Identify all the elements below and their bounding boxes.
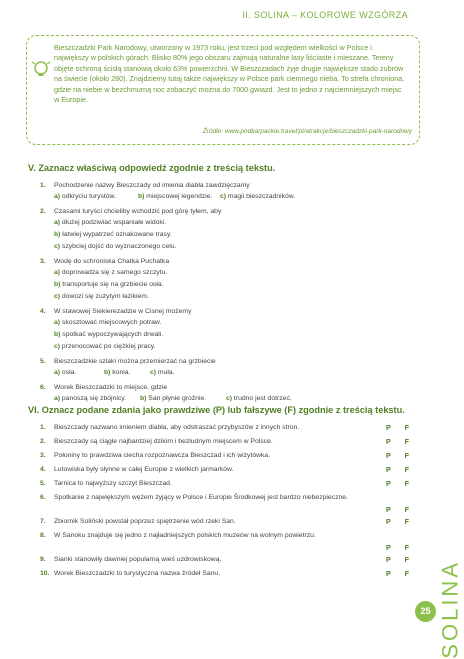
lightbulb-icon	[30, 58, 52, 80]
true-false-choice[interactable]: P F	[386, 569, 416, 578]
true-false-statement: 7. Zbiornik Soliński powstał poprzez spiętrzenie wód rzeki San.	[40, 518, 236, 525]
answer-option[interactable]: a) osła.	[54, 369, 77, 376]
answer-option[interactable]: c) dowozi się zużytym łazikiem.	[54, 293, 149, 300]
section-5-title: V. Zaznacz właściwą odpowiedź zgodnie z treścią tekstu.	[28, 163, 276, 173]
answer-option[interactable]: b) spotkać wypoczywających drwali.	[54, 331, 164, 338]
answer-option[interactable]: c) magii bieszczadników.	[220, 193, 296, 200]
source-link[interactable]: Źródło: www.podkarpackie.travel/pl/atrakcje/bieszczadzki-park-narodowy	[202, 128, 412, 135]
true-false-choice[interactable]: P F	[386, 505, 416, 514]
true-false-statement: 5. Tarnica to najwyższy szczyt Bieszczad.	[40, 480, 172, 487]
chapter-header: II. SOLINA – KOLOROWE WZGÓRZA	[242, 10, 408, 20]
question: 5. Bieszczadzkie szlaki można przemierzać na grzbiecie	[40, 358, 216, 365]
question: 1. Pochodzenie nazwy Bieszczady od imienia diabła zawdzięczamy	[40, 182, 250, 189]
section-6-title: VI. Oznacz podane zdania jako prawdziwe (P) lub fałszywe (F) zgodnie z treścią tekstu.	[28, 405, 405, 415]
true-false-choice[interactable]: P F	[386, 517, 416, 526]
true-false-statement: 10. Worek Bieszczadzki to turystyczna nazwa źródeł Sanu.	[40, 570, 221, 577]
answer-option[interactable]: b) San płynie groźnie.	[140, 395, 207, 402]
answer-option[interactable]: b) miejscowej legendzie.	[138, 193, 213, 200]
true-false-choice[interactable]: P F	[386, 437, 416, 446]
answer-option[interactable]: b) transportuje się na grzbiecie osła.	[54, 281, 164, 288]
answer-option[interactable]: a) panoszą się zbójnicy.	[54, 395, 127, 402]
true-false-statement: 1. Bieszczady nazwano imieniem diabła, aby odstraszać przybyszów z innych stron.	[40, 424, 300, 431]
true-false-statement: 8. W Sanoku znajduje się jedno z najładniejszych polskich muzeów na wolnym powietrzu.	[40, 532, 316, 539]
true-false-choice[interactable]: P F	[386, 555, 416, 564]
true-false-choice[interactable]: P F	[386, 451, 416, 460]
true-false-statement: 9. Sianki stanowiły dawniej popularną wieś uzdrowiskową.	[40, 556, 222, 563]
true-false-statement: 4. Lutowiska były słynne w całej Europie z wielkich jarmarków.	[40, 466, 234, 473]
true-false-statement: 6. Spotkanie z największym wężem żyjący w Polsce i Europie Środkowej jest bardzo niebezpieczne.	[40, 494, 348, 501]
true-false-statement: 3. Połoniny to prawdziwa ciecha rozpoznawcza Bieszczad i ich wizytówka.	[40, 452, 271, 459]
question: 4. W stawowej Siekierezadzie w Cisnej możemy	[40, 308, 192, 315]
answer-option[interactable]: b) konia.	[104, 369, 131, 376]
question: 3. Wodę do schroniska Chatka Puchatka	[40, 258, 170, 265]
true-false-statement: 2. Bieszczady są ciągle najbardziej dzikim i bezludnym miejscem w Polsce.	[40, 438, 273, 445]
true-false-choice[interactable]: P F	[386, 465, 416, 474]
answer-option[interactable]: c) trudno jest dotrzeć.	[226, 395, 292, 402]
answer-option[interactable]: c) przenocować po ciężkiej pracy.	[54, 343, 156, 350]
side-label: SOLINA	[438, 560, 463, 659]
true-false-choice[interactable]: P F	[386, 423, 416, 432]
answer-option[interactable]: a) doprowadza się z samego szczytu.	[54, 269, 168, 276]
true-false-choice[interactable]: P F	[386, 479, 416, 488]
answer-option[interactable]: a) dłużej podziwiać wspaniałe widoki.	[54, 219, 167, 226]
answer-option[interactable]: b) łatwiej wypatrzeć oznakowane trasy.	[54, 231, 172, 238]
answer-option[interactable]: c) szybciej dojść do wyznaczonego celu.	[54, 243, 177, 250]
info-box-text: Bieszczadzki Park Narodowy, utworzony w 1973 roku, jest trzeci pod względem wielkości w Polsce i największy w polskich górach. Blisko 80% jego obszaru zajmują naturalne lasy liściaste i mieszane. Tereny objęte ochroną ścisłą stanowią około 63% powierzchni. W Bieszczadach żyje drugie największe stado żubrów na świecie (około 280). Znajdziemy tutaj także największy w Polsce park ciemnego nieba. To strefa chroniona, gdzie na niebie w bezchmurną noc zobaczyć można do 7000 gwiazd. Jest to jedno z najciemniejszych miejsc w Europie.	[54, 43, 405, 105]
true-false-choice[interactable]: P F	[386, 543, 416, 552]
answer-option[interactable]: c) muła.	[150, 369, 175, 376]
answer-option[interactable]: a) skosztować miejscowych potraw.	[54, 319, 162, 326]
answer-option[interactable]: a) odkryciu turystów.	[54, 193, 116, 200]
question: 6. Worek Bieszczadzki to miejsce, gdzie	[40, 384, 168, 391]
page-number: 25	[415, 601, 436, 622]
question: 2. Czasami turyści chcieliby wchodzić pod górę tyłem, aby	[40, 208, 222, 215]
